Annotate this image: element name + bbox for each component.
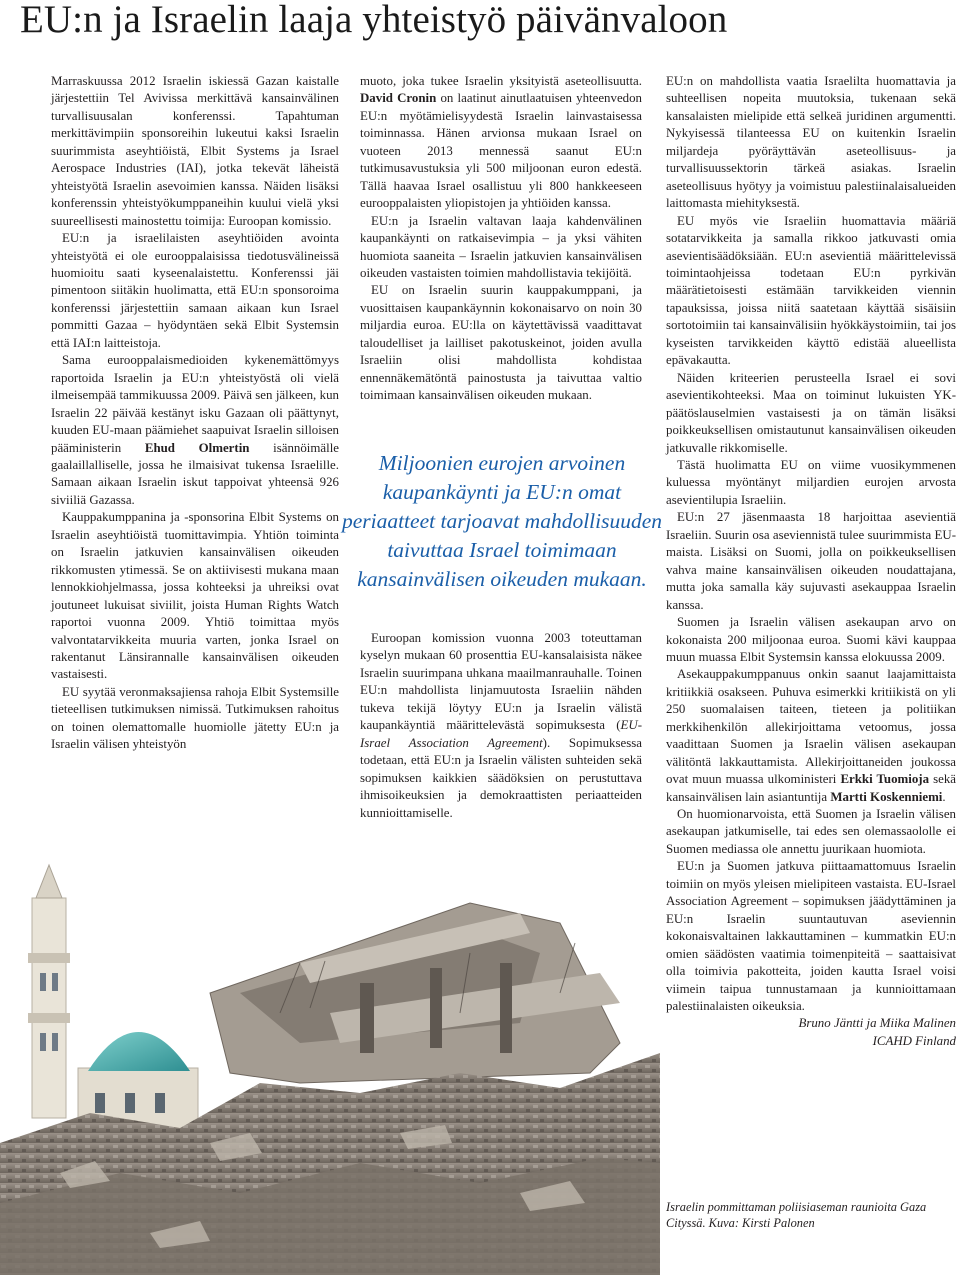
paragraph: Sama eurooppalaismedioiden kykenemättömyys raportoida Israelin ja EU:n yhteistyöstä oli vielä ilmeisempää tammikuussa 2009. Päivä sen jälkeen, kun Israelin 22 päivää kestänyt isku Gazaan oli päättynyt, kuuden EU-maan päämiehet saapuivat Israelin silloisen pääministerin Ehud Olmertin isännöimälle gaalaillalliselle, jossa he ilmaisivat tukensa Israelille. Samaan aikaan Israelin iskut tappoivat yhteensä 926 siviiliä Gazassa. (51, 353, 339, 507)
paragraph: EU:n ja Suomen jatkuva piittaamattomuus Israelin toimiin on myös yleisen mielipiteen vastaista. EU-Israel Association Agreement – sopimuksen jäädyttäminen ja EU:n Israelin suuntautuvan aseviennin kokonaisvaltainen lakkauttaminen – kummatkin EU:n omien säädösten vaatimia toimenpiteitä – saattaisivat olla toimivia pakotteita, joiden kautta Israel voisi viimein taipua tunnustamaan ja kunnioittamaan palestiinalaisten oikeuksia. (666, 859, 956, 1014)
name-cronin: David Cronin (360, 91, 437, 106)
paragraph: Suomen ja Israelin välisen asekaupan arvo on kokonaista 200 miljoonaa euroa. Suomi kävi kauppaa muun muassa Elbit Systemsin kanssa elokuussa 2009. (666, 615, 956, 664)
paragraph: EU:n on mahdollista vaatia Israelilta huomattavia ja suhteellisen nopeita muutoksia, tukenaan sekä kansalaisten mielipide että selkeä juridinen argumentti. Nykyisessä tilanteessa EU on kuitenkin Israelin miljardeja pyöräyttävän aseteollisuus- ja turvallisuussektorin tärkeä asiakas. Israelin aseteollisuus hyötyy ja voimistuu palestiinalaisalueiden laittomasta miehityksestä. (666, 74, 956, 211)
paragraph: Asekauppakumppanuus onkin saanut laajamittaista kritiikkiä osakseen. Puhuva esimerkki kritiikistä on yli 250 suomalaisen taiteen, tieteen ja politiikan merkkihenkilön allekirjoittama vetoomus, jossa vaadittaan Suomen ja Israelin välisen asekaupan välitöntä lakkauttamista. Allekirjoittaneiden joukossa ovat muun muassa ulkoministeri Erkki Tuomioja sekä kansainvälisen lain asiantuntija Martti Koskenniemi. (666, 667, 956, 804)
paragraph: On huomionarvoista, että Suomen ja Israelin välisen asekaupan jatkumiselle, tai edes sen olemassaololle ei Suomen mediassa ole annettu juurikaan huomiota. (666, 807, 956, 856)
column-1 (51, 73, 339, 754)
paragraph: EU:n ja Israelin valtavan laaja kahdenvälinen kaupankäynti on ratkaisevimpia – ja yksi vähiten huomiota saaneita – Israelin jatkuvien kansainvälisen oikeuden vastaisten toimien mahdollistavia tekijöitä. (360, 213, 642, 280)
photo-ruins (0, 843, 660, 1275)
paragraph: EU syytää veronmaksajiensa rahoja Elbit Systemsille tieteellisen tutkimuksen nimissä. Tutkimuksen rahoitus on toinen olemattomalle huomiolle jätetty EU:n ja Israelin välisen yhteistyön (51, 684, 339, 752)
column-3 (666, 73, 956, 1050)
minaret (28, 865, 70, 1118)
column-2 (360, 73, 642, 405)
organization-signature: ICAHD Finland (872, 1033, 956, 1048)
paragraph: muoto, joka tukee Israelin yksityistä aseteollisuutta. David Cronin on laatinut ainutlaatuisen yhteenvedon EU:n myötämielisyydestä Israelin lainvastaisessa toiminnassa. Hänen arvionsa mukaan Israel on vuoteen 2013 mennessä saanut EU:n tutkimusavustuksia yli 500 miljoonan euron edestä. Tällä haavaa Israel osallistuu yli 800 hankkeeseen eurooppalaisten yliopistojen ja yhtiöiden kanssa. (360, 74, 643, 211)
name-olmert: Ehud Olmertin (144, 440, 250, 455)
paragraph: Marraskuussa 2012 Israelin iskiessä Gazan kaistalle järjestettiin Tel Avivissa merkittävä kansainvälinen turvallisuusalan konferenssi. Tapahtuman merkittävimpiin sponsoreihin lukeutui kaksi Israelin suurimmista aseyhtiöistä, Elbit Systems ja Israel Aerospace Industries (IAI), jotka tekevät läheistä yhteistyötä Israelin asevoimien kanssa. Näiden lisäksi konferenssin yhteistyökumppaneihin kuului vielä yksi suureellisesti mainostettu toimija: Euroopan komissio. (51, 74, 339, 228)
paragraph: Näiden kriteerien perusteella Israel ei sovi asevientikohteeksi. Maa on toiminut lukuisten YK-päätöslauselmien vastaisesti ja on tämän lisäksi poikkeuksellisen omistautunut kansainvälisen oikeuden jatkuvalle rikkomiselle. (666, 370, 956, 455)
photo-caption: Israelin pommittaman poliisiaseman raunioita Gaza Cityssä. Kuva: Kirsti Palonen (666, 1200, 927, 1230)
paragraph: Euroopan komission vuonna 2003 toteuttaman kyselyn mukaan 60 prosenttia EU-kansalaisista näkee Israelin suurimpana uhkana maailmanrauhalle. Toinen EU:n mahdollista linjamuutosta Israeliin nähden tukeva tekijä löytyy EU:n ja Israelin välistä kaupankäyntiä määrittelevästä sopimuksesta (EU-Israel Association Agreement). Sopimuksessa todetaan, että EU:n ja Israelin välisten suhteiden sekä sopimuksen kaikkien säädöksien on perustuttava ihmisoikeuksien ja demokraattisten periaatteiden kunnioittamiselle. (360, 631, 642, 820)
paragraph: Kauppakumppanina ja -sponsorina Elbit Systems on Israelin aseyhtiöistä tuomittavimpia. Yhtiön toiminta on Israelin jatkuvien kansainvälisen oikeuden rikkomusten ytimessä. Se on aktiivisesti mukana maan lennokkiohjelmassa, jossa kohteeksi ja uhreiksi ovat joutuneet lukuisat siviilit, joista Human Rights Watch raportoi vuonna 2009. Yhtiö toimittaa myös valvontatarvikkeita muuria varten, jonka Israel on rakentanut Länsirannalle kansainvälisen oikeuden vastaisesti. (51, 510, 339, 682)
paragraph: Tästä huolimatta EU on viime vuosikymmenen kuluessa myöntänyt miljardien eurojen arvosta asevientilupia Israeliin. (666, 457, 956, 507)
paragraph: EU on Israelin suurin kauppakumppani, ja vuosittaisen kaupankäynnin kokonaisarvo on noin 30 miljardia euroa. EU:lla on käytettävissä vaadittavat taloudelliset ja lailliset pakotuskeinot, joiden avulla Israeliin olisi mahdollista kohdistaa ennennäkemätöntä painostusta ja taivuttaa valtio toimimaan kansainvälisen oikeuden mukaan. (360, 283, 642, 403)
paragraph: EU myös vie Israeliin huomattavia määriä sotatarvikkeita ja samalla rikkoo jatkuvasti omia asevientisäädöksiään. EU:n asevientiä määrittelevissä toimintaohjeissa todetaan EU:n pyrkivän määrätietoisesti estämään tarvikkeiden viennin tapauksissa, joissa niitä saatetaan käyttää sisäisiin sortotoimiin tai kansainvälisiin hyökkäystoimiin, tai jos kyseisten tarvikkeiden käyttö edistää alueellista epävakautta. (666, 213, 956, 368)
paragraph: EU:n ja israelilaisten aseyhtiöiden avointa yhteistyötä ei ole eurooppalaisissa tiedotusvälineissä huomioitu saati kyseenalaistettu. Konferenssi jäi pimentoon siitäkin huolimatta, että EU:n sponsoroima konferenssi järjestettiin samaan aikaan kun Israel pommitti Gazaa – hyödyntäen sekä Elbit Systemsin että IAI:n laitteistoja. (51, 231, 339, 350)
pull-quote: Miljoonien eurojen arvoinen kaupankäynti ja EU:n omat periaatteet tarjoavat mahdollisuuden taivuttaa Israel toimimaan kansainvälisen oikeuden mukaan. (341, 451, 663, 591)
column-2-lower (360, 630, 642, 822)
author-signature: Bruno Jäntti ja Miika Malinen (798, 1016, 956, 1031)
article-title: EU:n ja Israelin laaja yhteistyö päivänvaloon (20, 0, 728, 41)
paragraph: EU:n 27 jäsenmaasta 18 harjoittaa asevientiä Israeliin. Suurin osa aseviennistä tulee suurimmista EU-maista. Lisäksi on Suomi, jolla on poikkeuksellisen vahva maine kansainvälisen oikeuden noudattajana, mutta joka samalla käy sujuvasti asekauppaa Israelin kanssa. (666, 510, 956, 612)
